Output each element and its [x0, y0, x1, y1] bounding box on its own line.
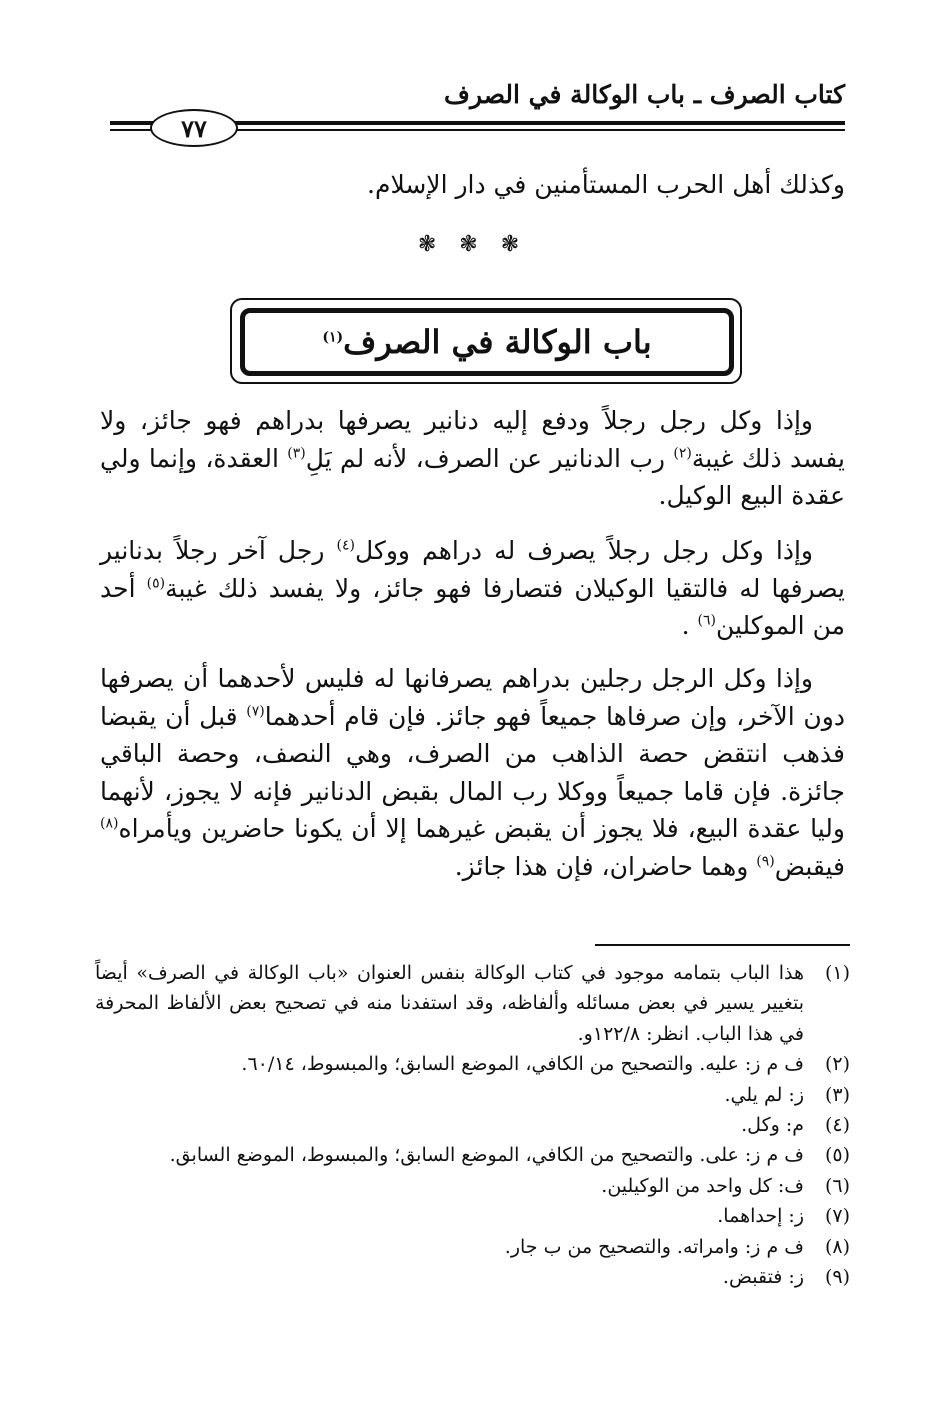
footnote-number: (١)	[824, 962, 850, 984]
page-number: ٧٧	[181, 113, 207, 143]
footnote-text: ف م ز: وامراته. والتصحيح من ب جار.	[504, 1235, 804, 1258]
footnote-text: ز: فتقبض.	[722, 1265, 804, 1288]
footnote-text: ف: كل واحد من الوكيلين.	[601, 1174, 804, 1197]
footnote-text: ف م ز: على. والتصحيح من الكافي، الموضع السابق؛ والمبسوط، الموضع السابق.	[169, 1144, 804, 1167]
page-number-oval	[150, 109, 238, 147]
footnote-item	[95, 1262, 850, 1292]
footnote-item	[95, 1201, 850, 1231]
footnote-number: (٣)	[824, 1083, 850, 1106]
footnotes	[95, 958, 850, 1292]
footnote-number: (٦)	[824, 1174, 850, 1197]
footnote-ref: (٩)	[756, 853, 775, 870]
footnote-item	[95, 1232, 850, 1262]
paragraph-text: وهما حاضران، فإن هذا جائز.	[454, 851, 757, 881]
paragraph-text: رب الدنانير عن الصرف، لأنه لم يَلِ	[305, 443, 674, 473]
footnote-item	[95, 1110, 850, 1140]
running-header-title: كتاب الصرف ـ باب الوكالة في الصرف	[444, 80, 845, 109]
intro-line: وكذلك أهل الحرب المستأمنين في دار الإسلام.	[367, 170, 845, 199]
footnote-text: ف م ز: عليه. والتصحيح من الكافي، الموضع السابق؛ والمبسوط، ٦٠/١٤.	[241, 1053, 804, 1076]
footnote-item	[95, 1080, 850, 1110]
footnote-ref: (٦)	[697, 612, 716, 629]
paragraph-text: وإذا وكل رجل رجلاً يصرف له دراهم ووكل	[354, 536, 814, 565]
chapter-title-text: باب الوكالة في الصرف	[343, 323, 652, 361]
paragraph-text: أحد من الموكلين	[100, 573, 845, 640]
footnote-ref: (٤)	[336, 537, 355, 554]
footnote-ref: (٧)	[246, 703, 265, 720]
chapter-frame-inner	[240, 308, 734, 376]
paragraph-text: العقدة، وإنما ولي عقدة البيع الوكيل.	[100, 443, 845, 510]
paragraph-2	[100, 532, 845, 645]
footnote-text: ز: لم يلي.	[724, 1083, 804, 1106]
footnote-item	[95, 1171, 850, 1201]
footnote-ref: (٣)	[287, 445, 306, 462]
paragraph-text: رجل آخر رجلاً بدنانير يصرفها له فالتقيا الوكيلان فتصارفا فهو جائز، ولا يفسد ذلك غيبة	[100, 536, 845, 603]
paragraph-text: قبل أن يقبضا فذهب انتقض حصة الذاهب من الصرف، وهي النصف، وحصة الباقي جائزة. فإن قاما جميعاً ووكلا رب المال بقبض الدنانير فإنه لا يجوز، لأنهما وليا عقدة البيع، فلا يجوز أن يقبض غيرهما إلا أن يكونا حاضرين ويأمراه	[100, 701, 845, 843]
footnote-number: (٤)	[824, 1113, 850, 1136]
footnote-number: (٢)	[824, 1053, 850, 1076]
footnote-ref: (٨)	[100, 815, 119, 832]
paragraph-text: وإذا وكل الرجل رجلين بدراهم يصرفانها له فليس لأحدهما أن يصرفها دون الآخر، وإن صرفاها جميعاً فهو جائز. فإن قام أحدهما	[100, 664, 845, 731]
paragraph-1	[100, 402, 845, 515]
paragraph-text: .	[681, 611, 698, 640]
footnote-text: م: وكل.	[741, 1113, 804, 1136]
footnote-number: (٨)	[824, 1235, 850, 1258]
footnote-text: هذا الباب بتمامه موجود في كتاب الوكالة بنفس العنوان «باب الوكالة في الصرف» أيضاً بتغيير يسير في بعض مسائله وألفاظه، وقد استفدنا منه في تصحيح بعض الألفاظ المحرفة في هذا الباب. انظر: ١٢٢/٨و.	[95, 962, 804, 1045]
footnote-ref: (٢)	[673, 445, 692, 462]
footnote-separator	[595, 944, 850, 946]
star-separator: ❃ ❃ ❃	[417, 232, 528, 257]
footnote-number: (٧)	[824, 1205, 850, 1228]
paragraph-3	[100, 660, 845, 885]
footnote-number: (٩)	[824, 1265, 850, 1288]
footnote-text: ز: إحداهما.	[717, 1205, 804, 1228]
footnote-item	[95, 1049, 850, 1079]
paragraph-text: فيقبض	[774, 851, 845, 881]
chapter-title	[322, 323, 651, 361]
footnote-ref: (١)	[322, 329, 344, 346]
paragraph-text: وإذا وكل رجل رجلاً ودفع إليه دنانير يصرفها بدراهم فهو جائز، ولا يفسد ذلك غيبة	[100, 406, 846, 473]
footnote-number: (٥)	[824, 1144, 850, 1167]
footnote-item	[95, 958, 850, 1049]
footnote-ref: (٥)	[146, 575, 166, 592]
footnote-item	[95, 1140, 850, 1170]
